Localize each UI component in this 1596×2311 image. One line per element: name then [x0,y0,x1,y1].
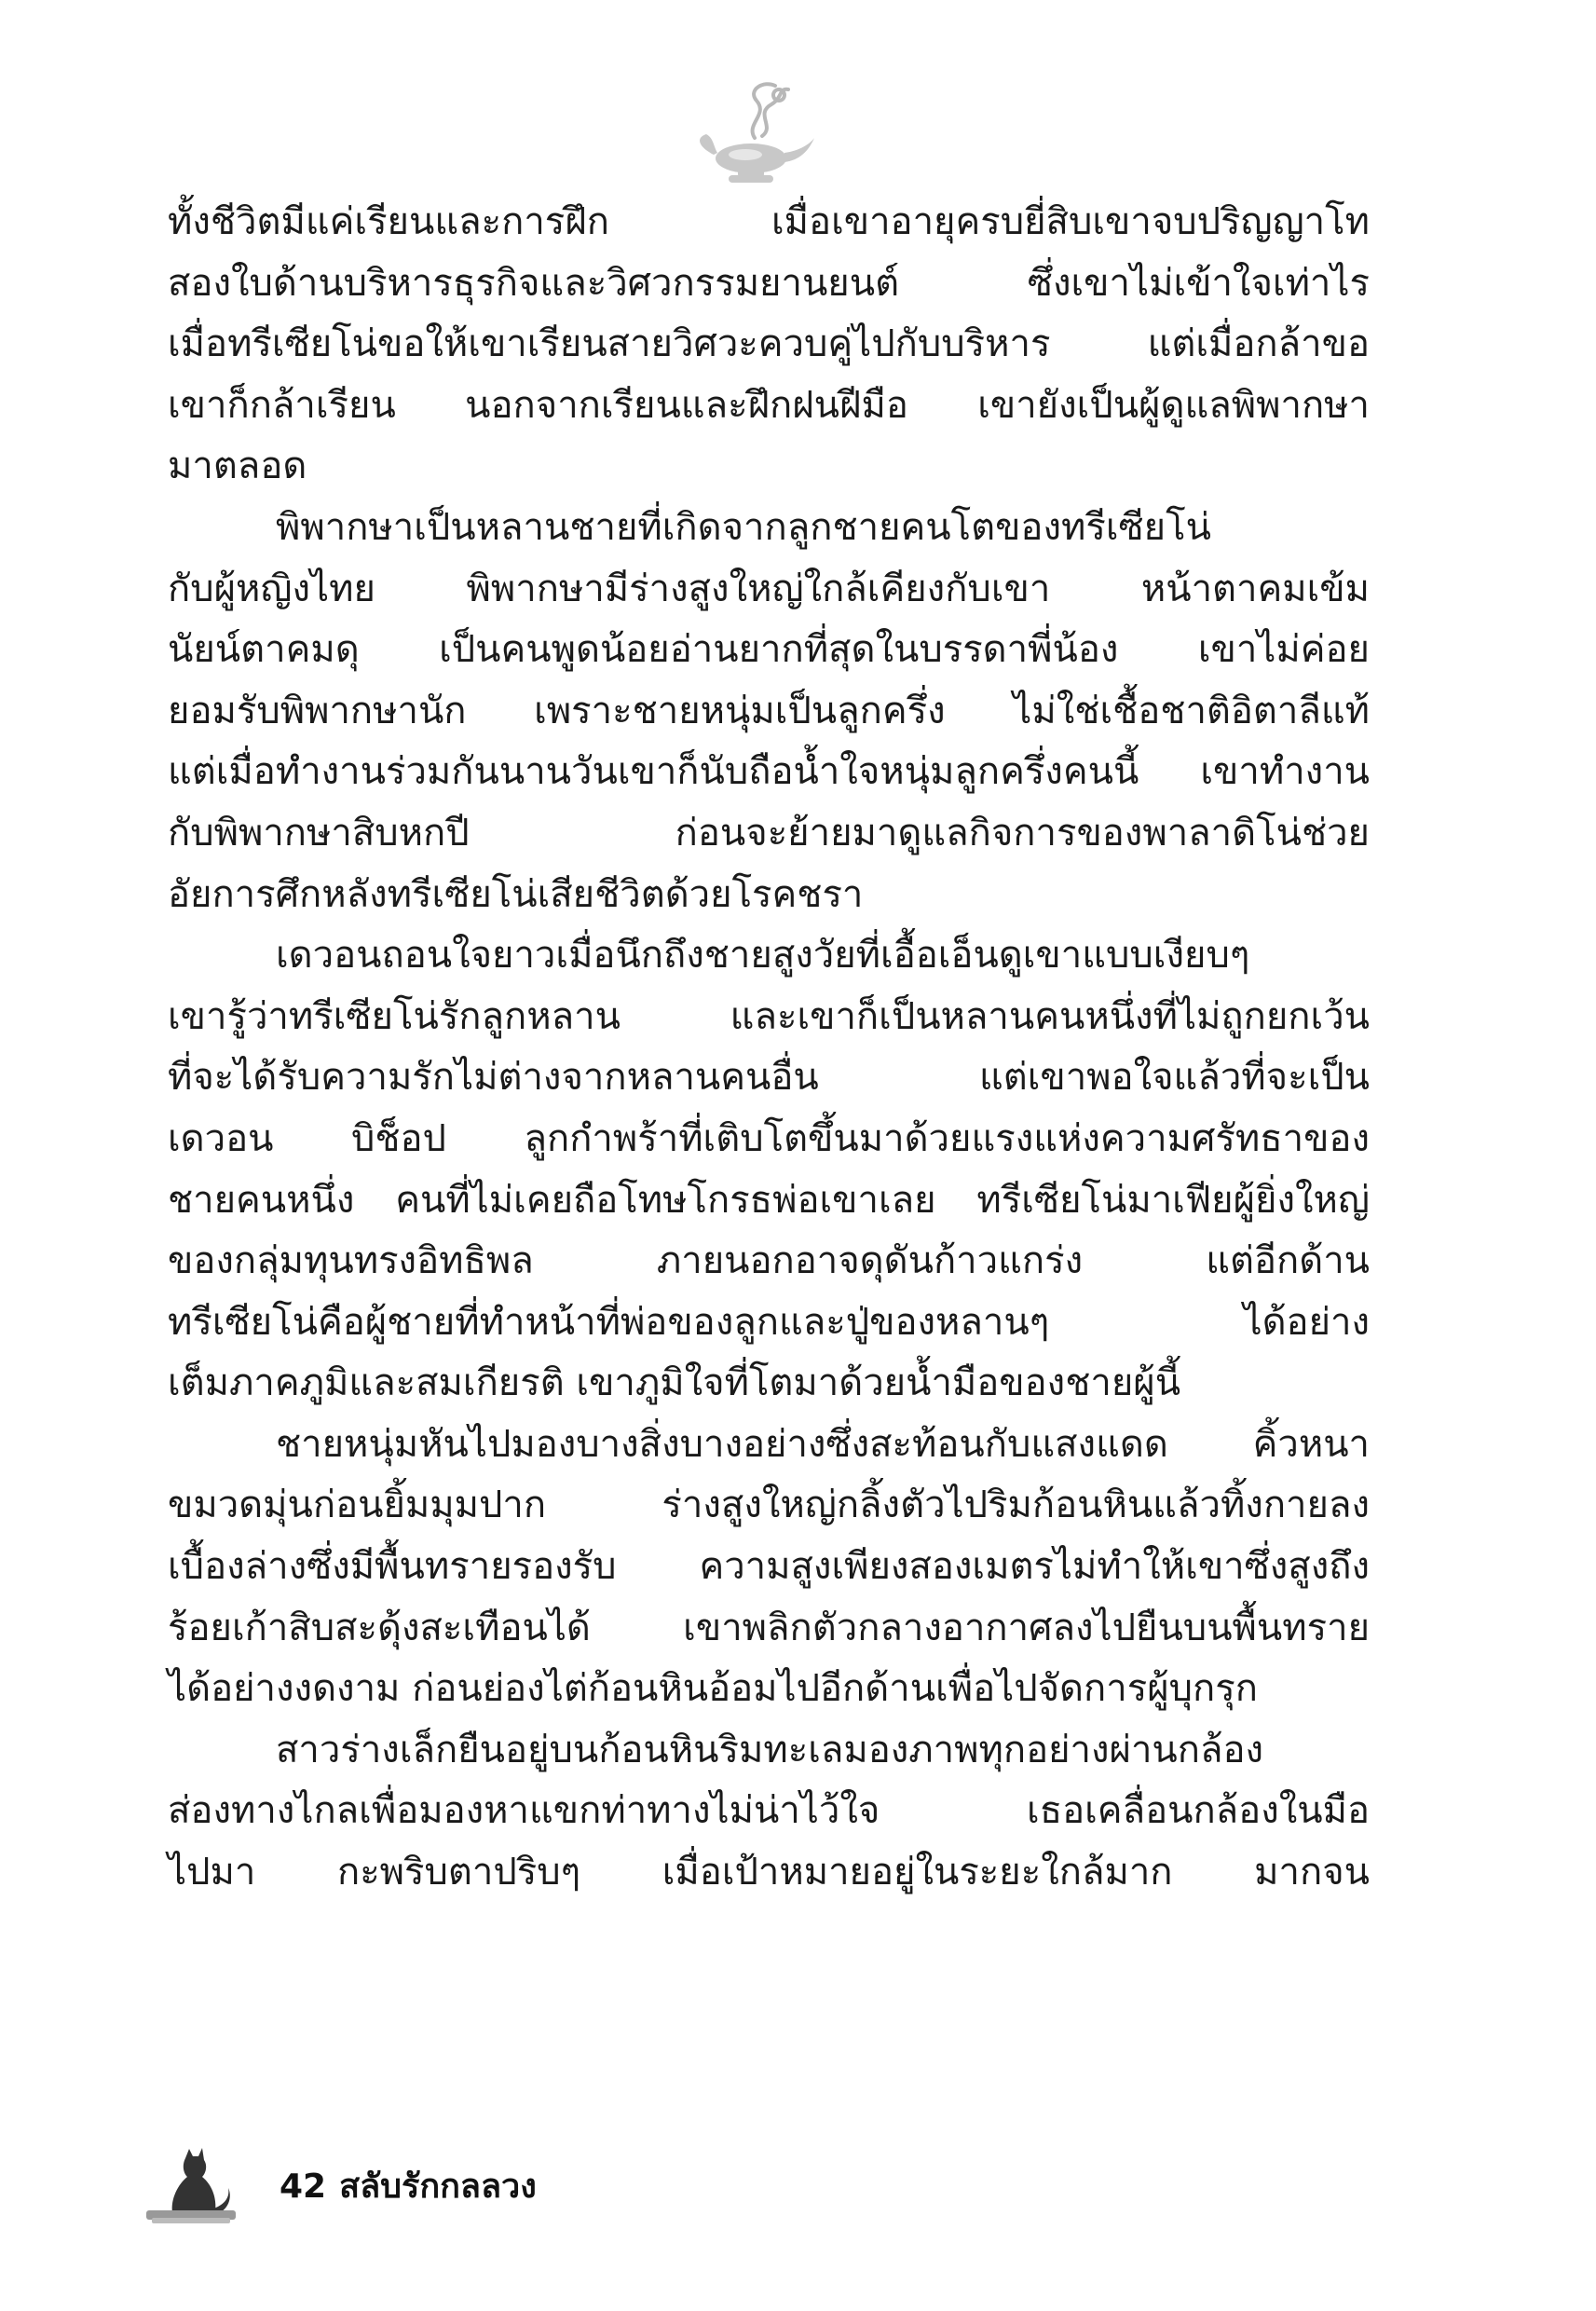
paragraph-2-line: กับพิพากษาสิบหกปี ก่อนจะย้ายมาดูแลกิจการของพาลาดิโน่ช่วย [168,811,1370,855]
paragraph-2-line: กับผู้หญิงไทย พิพากษามีร่างสูงใหญ่ใกล้เคียงกับเขา หน้าตาคมเข้ม [168,567,1370,610]
paragraph-1-line: เขาก็กล้าเรียน นอกจากเรียนและฝึกฝนฝีมือ เขายังเป็นผู้ดูแลพิพากษา [168,383,1370,427]
paragraph-2-line: แต่เมื่อทำงานร่วมกันนานวันเขาก็นับถือน้ำใจหนุ่มลูกครึ่งคนนี้ เขาทำงาน [168,750,1370,794]
page-footer [144,2143,797,2227]
paragraph-1-line: มาตลอด [168,444,307,488]
paragraph-2-line: อัยการศึกหลังทรีเซียโน่เสียชีวิตด้วยโรคชรา [168,872,864,916]
body-text [168,192,1370,1904]
paragraph-3-line: เดวอน บิช็อป ลูกกำพร้าที่เติบโตขึ้นมาด้วยแรงแห่งความศรัทธาของ [168,1116,1370,1160]
paragraph-4-line: ชายหนุ่มหันไปมองบางสิ่งบางอย่างซึ่งสะท้อนกับแสงแดด คิ้วหนา [276,1422,1370,1466]
paragraph-3-line: ที่จะได้รับความรักไม่ต่างจากหลานคนอื่น แต่เขาพอใจแล้วที่จะเป็น [168,1056,1370,1100]
paragraph-3-line: ทรีเซียโน่คือผู้ชายที่ทำหน้าที่พ่อของลูกและปู่ของหลานๆ ได้อย่าง [168,1300,1370,1344]
paragraph-2-line: นัยน์ตาคมดุ เป็นคนพูดน้อยอ่านยากที่สุดในบรรดาพี่น้อง เขาไม่ค่อย [168,628,1370,672]
paragraph-4-line: ร้อยเก้าสิบสะดุ้งสะเทือนได้ เขาพลิกตัวกลางอากาศลงไปยืนบนพื้นทราย [168,1606,1370,1649]
paragraph-3-line: ของกลุ่มทุนทรงอิทธิพล ภายนอกอาจดุดันก้าวแกร่ง แต่อีกด้าน [168,1239,1370,1283]
paragraph-1-line: เมื่อทรีเซียโน่ขอให้เขาเรียนสายวิศวะควบคู่ไปกับบริหาร แต่เมื่อกล้าขอ [168,322,1370,366]
paragraph-2-line: ยอมรับพิพากษานัก เพราะชายหนุ่มเป็นลูกครึ่ง ไม่ใช่เชื้อชาติอิตาลีแท้ [168,689,1370,732]
paragraph-3-line: เขารู้ว่าทรีเซียโน่รักลูกหลาน และเขาก็เป็นหลานคนหนึ่งที่ไม่ถูกยกเว้น [168,994,1370,1038]
paragraph-2-line: พิพากษาเป็นหลานชายที่เกิดจากลูกชายคนโตของทรีเซียโน่ [276,505,1211,549]
paragraph-1-line: สองใบด้านบริหารธุรกิจและวิศวกรรมยานยนต์ ซึ่งเขาไม่เข้าใจเท่าไร [168,261,1370,305]
page-number: 42 [280,2167,327,2206]
footer-text [280,2164,537,2210]
magic-lamp-ornament-icon [689,73,820,194]
paragraph-5-line: ไปมา กะพริบตาปริบๆ เมื่อเป้าหมายอยู่ในระยะใกล้มาก มากจน [168,1851,1370,1894]
paragraph-5-line: ส่องทางไกลเพื่อมองหาแขกท่าทางไม่น่าไว้ใจ เธอเคลื่อนกล้องในมือ [168,1789,1370,1833]
paragraph-4-line: ได้อย่างงดงาม ก่อนย่องไต่ก้อนหินอ้อมไปอีกด้านเพื่อไปจัดการผู้บุกรุก [168,1667,1258,1711]
paragraph-4-line: ขมวดมุ่นก่อนยิ้มมุมปาก ร่างสูงใหญ่กลิ้งตัวไปริมก้อนหินแล้วทิ้งกายลง [168,1484,1370,1527]
paragraph-1-line: ทั้งชีวิตมีแค่เรียนและการฝึก เมื่อเขาอายุครบยี่สิบเขาจบปริญญาโท [168,200,1370,243]
paragraph-4-line: เบื้องล่างซึ่งมีพื้นทรายรองรับ ความสูงเพียงสองเมตรไม่ทำให้เขาซึ่งสูงถึง [168,1545,1370,1589]
sitting-cat-icon [144,2143,238,2227]
paragraph-3-line: เต็มภาคภูมิและสมเกียรติ เขาภูมิใจที่โตมาด้วยน้ำมือของชายผู้นี้ [168,1361,1181,1405]
paragraph-5-line: สาวร่างเล็กยืนอยู่บนก้อนหินริมทะเลมองภาพทุกอย่างผ่านกล้อง [276,1728,1264,1771]
book-title: สลับรักกลลวง [339,2167,537,2206]
paragraph-3-line: ชายคนหนึ่ง คนที่ไม่เคยถือโทษโกรธพ่อเขาเลย ทรีเซียโน่มาเฟียผู้ยิ่งใหญ่ [168,1178,1370,1222]
paragraph-3-line: เดวอนถอนใจยาวเมื่อนึกถึงชายสูงวัยที่เอื้อเอ็นดูเขาแบบเงียบๆ [276,934,1250,978]
